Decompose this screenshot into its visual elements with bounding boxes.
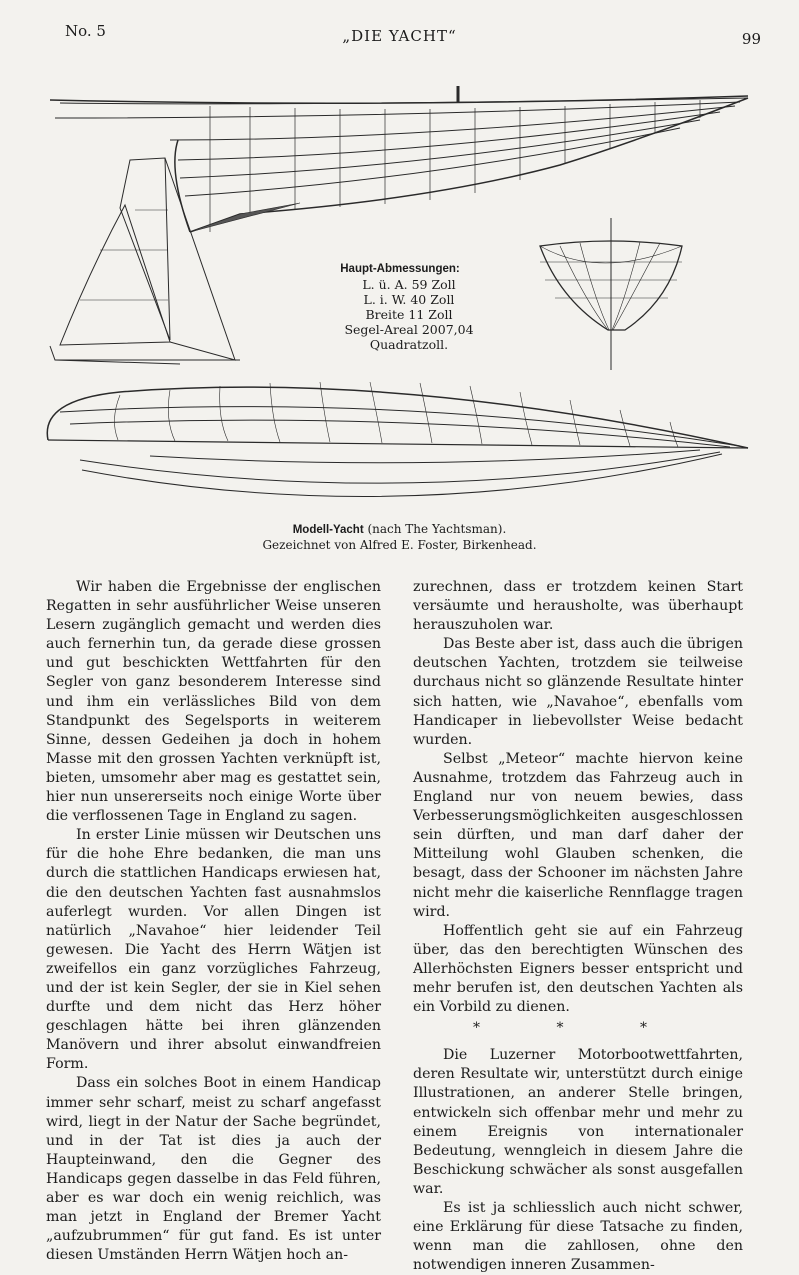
issue-number: No. 5 bbox=[65, 22, 106, 40]
section-separator: * * * bbox=[473, 1020, 683, 1037]
figure-credit: Gezeichnet von Alfred E. Foster, Birkenhead. bbox=[262, 538, 537, 552]
paragraph: Das Beste aber ist, dass auch die übrigen deutschen Yachten, trotzdem sie teilweise durchaus nicht so glänzende Resultate hinter sich hatten, wie „Navahoe“, ebenfalls vom Handicaper in liebevollster Weise bedacht wurden. bbox=[413, 636, 743, 748]
paragraph: Selbst „Meteor“ machte hiervon keine Ausnahme, trotzdem das Fahrzeug auch in England nur von neuem bewies, dass Verbesserungsmöglichkeiten ausgeschlossen sein dürften, und man darf daher der Mitteilung wohl Glauben schenken, die besagt, dass der Schooner im nächsten Jahre nicht mehr die kaiserliche Rennflagge tragen wird. bbox=[413, 750, 743, 920]
paragraph: In erster Linie müssen wir Deutschen uns für die hohe Ehre bedanken, die man uns durch die stattlichen Handicaps erwiesen hat, die den deutschen Yachten fast ausnahmslos auferlegt wurden. Vor allen Dingen ist natürlich „Navahoe“ hier leidender Teil gewesen. Die Yacht des Herrn Wätjen ist zweifellos ein ganz vorzügliches Fahrzeug, und der ist kein Segler, der sie in Kiel sehen durfte und dem nicht das Herz höher geschlagen hätte bei ihren glänzenden Manövern und ihrer absolut einwandfreien Form. bbox=[46, 827, 381, 1073]
spec-row: Segel-Areal 2007,04 Quadratzoll. bbox=[344, 322, 474, 352]
spec-row: Breite 11 Zoll bbox=[365, 307, 453, 322]
right-text-column bbox=[413, 578, 743, 1275]
journal-title: „DIE YACHT“ bbox=[342, 27, 457, 45]
paragraph: Wir haben die Ergebnisse der englischen Regatten in sehr ausführlicher Weise unseren Lesern zugänglich gemacht und werden dies auch fernerhin tun, da gerade diese grossen und gut beschickten Wettfahrten für den Segler von ganz besonderem Interesse sind und ihm ein verlässliches Bild von dem Standpunkt des Segelsports in weiterem Sinne, dessen Gedeihen ja doch in hohem Masse mit den grossen Yachten verknüpft ist, bieten, umsomehr aber mag es gestattet sein, hier nun unsererseits noch einige Worte über die verflossenen Tage in England zu sagen. bbox=[46, 579, 381, 825]
spec-row: L. ü. A. 59 Zoll bbox=[362, 277, 456, 292]
sail-plan bbox=[50, 158, 240, 364]
paragraph: Hoffentlich geht sie auf ein Fahrzeug über, das den berechtigten Wünschen des Allerhöchsten Eigners besser entspricht und mehr berufen ist, den deutschen Yachten als ein Vorbild zu dienen. bbox=[413, 922, 743, 1016]
main-dimensions-box bbox=[300, 262, 500, 352]
half-breadth-plan bbox=[47, 382, 748, 496]
spec-row: L. i. W. 40 Zoll bbox=[363, 292, 455, 307]
page-number: 99 bbox=[741, 30, 761, 48]
left-text-column bbox=[46, 578, 381, 1265]
caption-source: (nach The Yachtsman). bbox=[363, 522, 507, 536]
specs-title: Haupt-Abmessungen: bbox=[340, 263, 460, 275]
paragraph: Die Luzerner Motorbootwettfahrten, deren Resultate wir, unterstützt durch einige Illustrationen, an anderer Stelle bringen, entwickeln sich offenbar mehr und mehr zu einem Ereignis von internationaler Bedeutung, wenngleich in diesem Jahre die Beschickung schwächer als sonst ausgefallen war. bbox=[413, 1047, 743, 1197]
paragraph: zurechnen, dass er trotzdem keinen Start versäumte und herausholte, was überhaupt herauszuholen war. bbox=[413, 579, 743, 634]
paragraph: Es ist ja schliesslich auch nicht schwer, eine Erklärung für diese Tatsache zu finden, wenn man die zahllosen, ohne den notwendigen inneren Zusammen- bbox=[413, 1200, 743, 1274]
paragraph: Dass ein solches Boot in einem Handicap immer sehr scharf, meist zu scharf angefasst wird, liegt in der Natur der Sache begründet, und in der Tat ist dies ja auch der Haupteinwand, den die Gegner des Handicaps gegen dasselbe in das Feld führen, aber es war doch ein wenig reichlich, was man jetzt in England der Bremer Yacht „aufzubrummen“ für gut fand. Es ist unter diesen Umständen Herrn Wätjen hoch an- bbox=[46, 1075, 381, 1264]
caption-title: Modell-Yacht bbox=[292, 524, 364, 536]
body-plan bbox=[540, 218, 682, 370]
figure-caption bbox=[0, 522, 799, 536]
